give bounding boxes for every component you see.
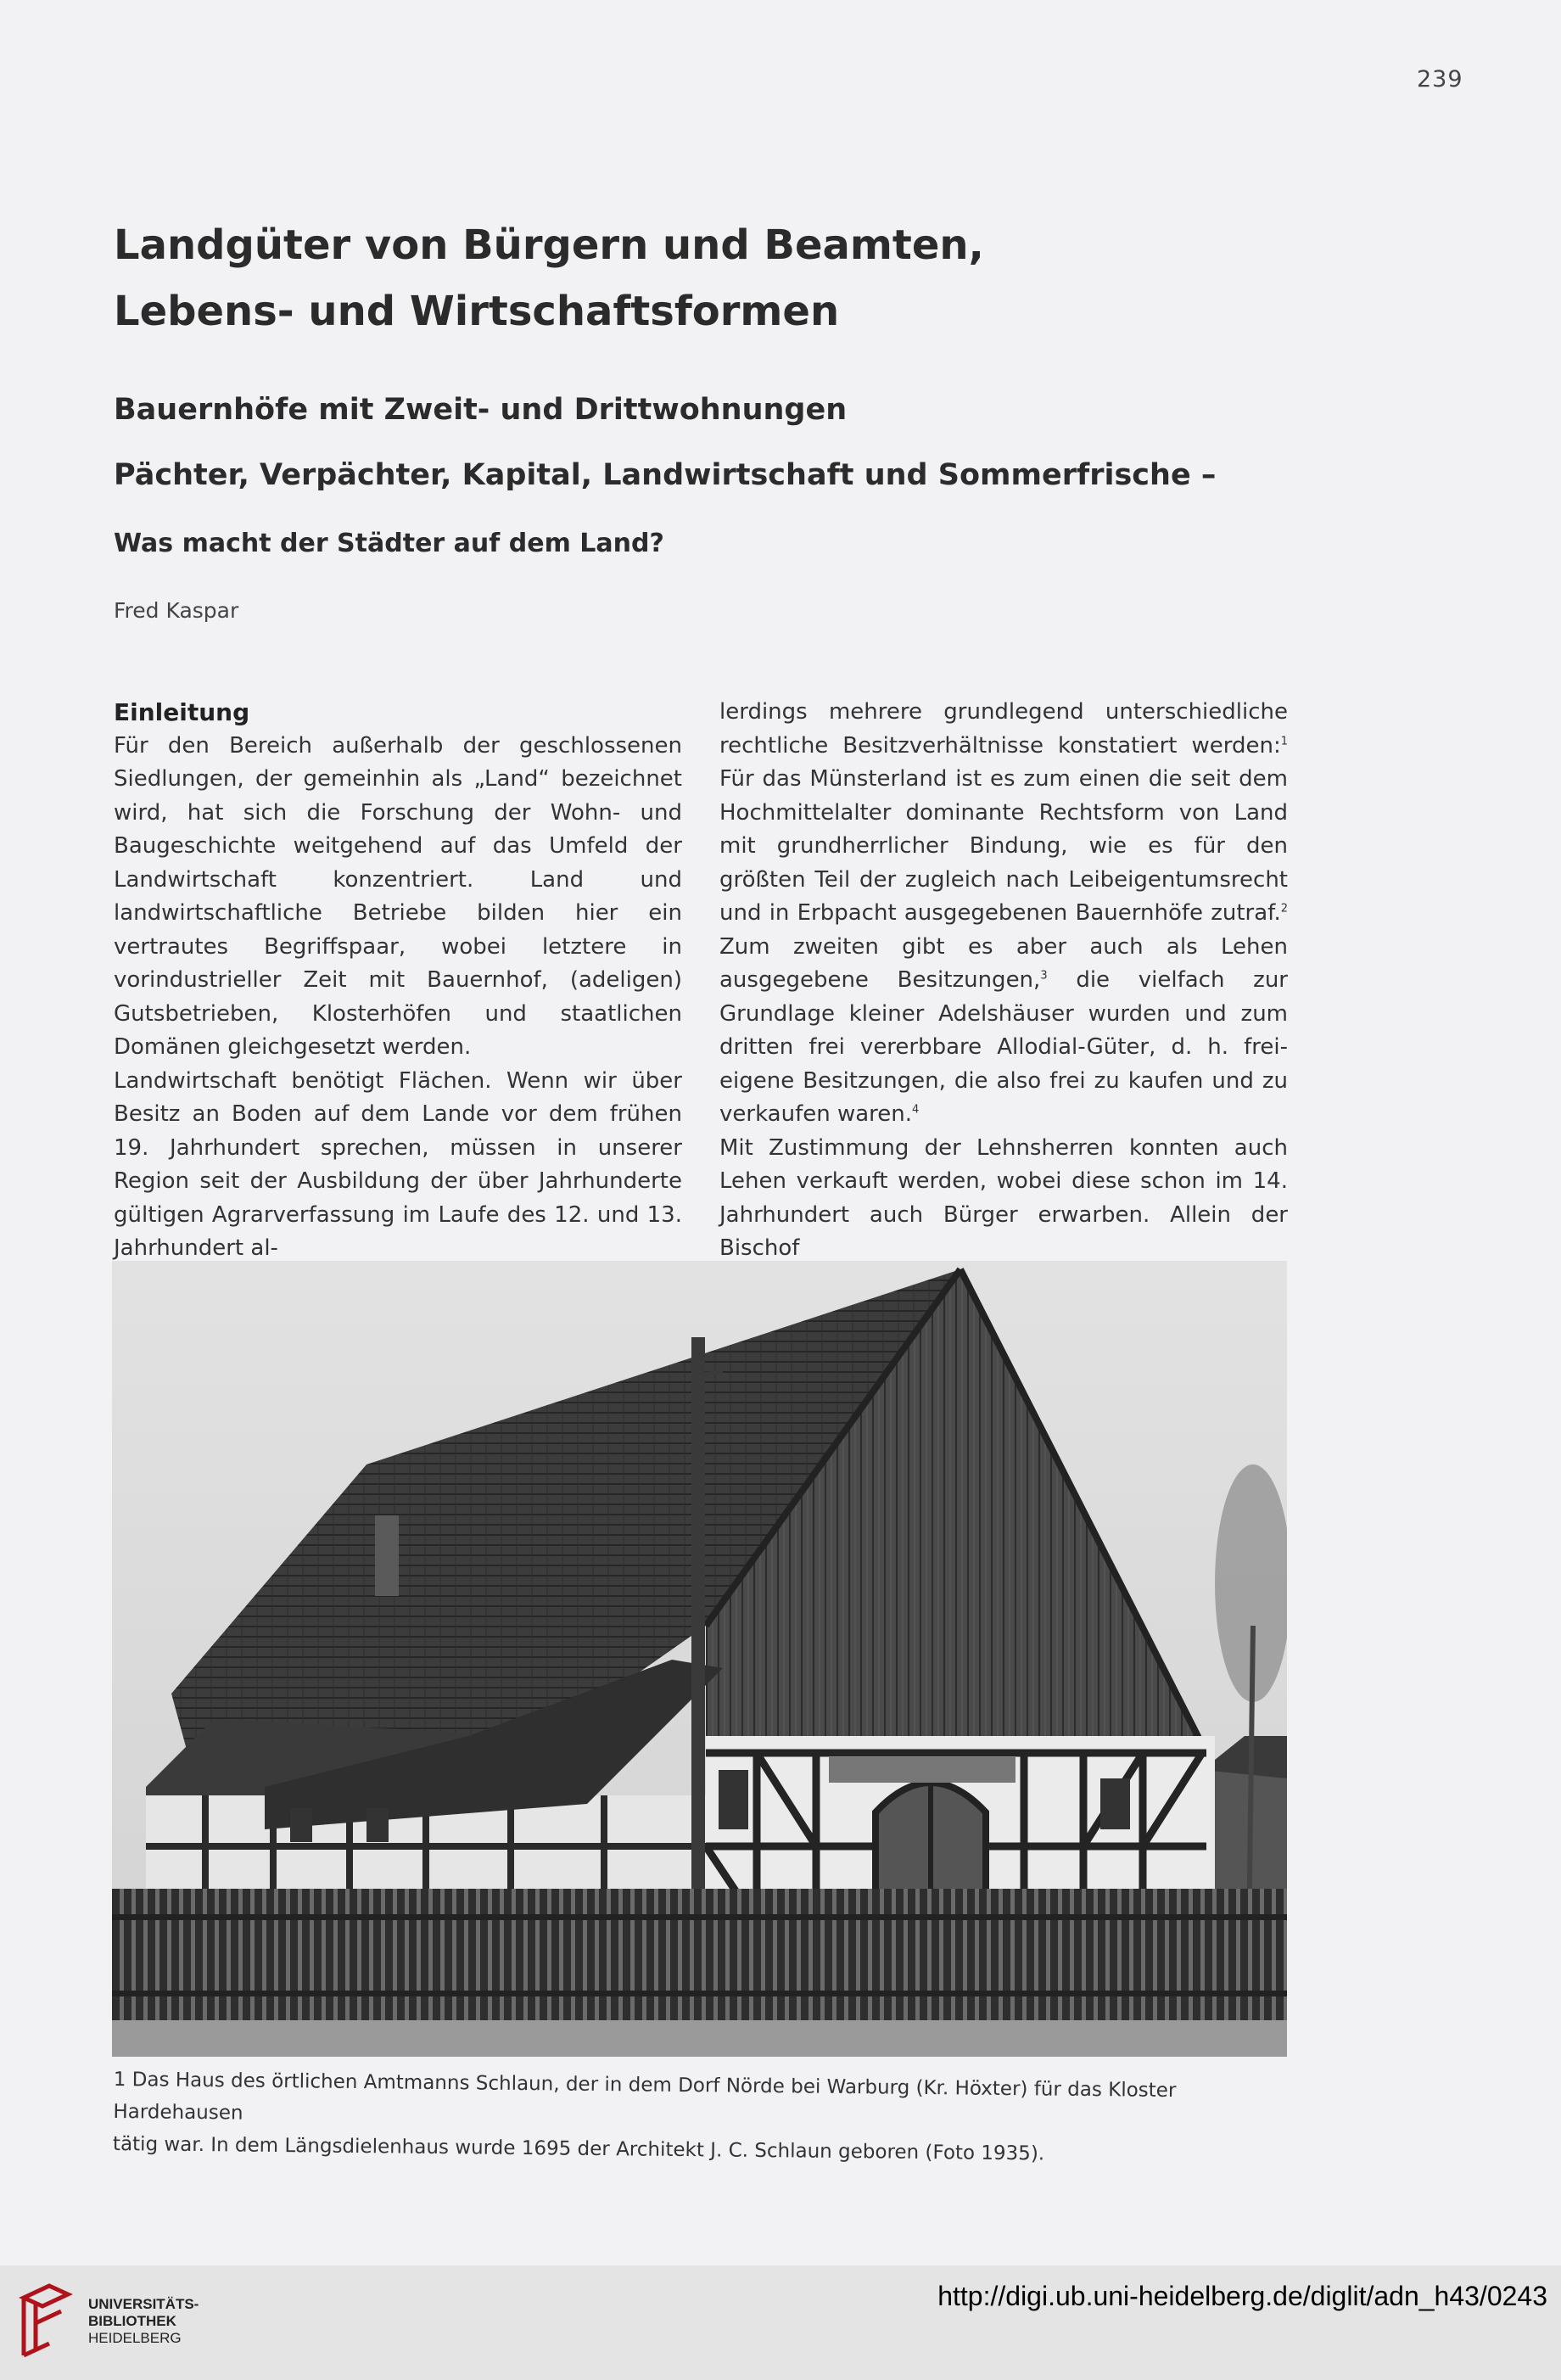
source-url-link[interactable]: http://digi.ub.uni-heidelberg.de/diglit/adn_h43/0243: [937, 2281, 1547, 2311]
library-name-line: BIBLIOTHEK: [88, 2313, 176, 2329]
caption-line: 1 Das Haus des örtlichen Amtmanns Schlaun, der in dem Dorf Nörde bei Warburg (Kr. Höxter) für das Kloster Hardehausen: [113, 2068, 1177, 2125]
footnote-marker: 3: [1040, 969, 1048, 983]
text-column-left: [114, 696, 682, 1266]
page-number: 239: [1417, 66, 1463, 92]
library-name-line: HEIDELBERG: [88, 2330, 182, 2346]
article-title-line1: Landgüter von Bürgern und Beamten,: [114, 221, 984, 269]
paragraph: Für den Bereich außerhalb der geschlossenen Siedlungen, der gemeinhin als „Land“ bezeichnet wird, hat sich die Forschung der Wohn- und Baugeschichte weitgehend auf das Umfeld der Landwirtschaft konzentriert. Land und landwirtschaftliche Betriebe bilden hier ein vertrautes Begriffspaar, wobei letztere in vorindustrieller Zeit mit Bauernhof, (adeligen) Gutsbetrieben, Klosterhöfen und staatlichen Domänen gleichgesetzt werden.: [114, 732, 682, 1060]
subtitle-1: Bauernhöfe mit Zweit- und Drittwohnungen: [114, 393, 848, 427]
footnote-marker: 1: [1280, 734, 1288, 748]
footnote-marker: 2: [1280, 902, 1288, 916]
text-run: die vielfach zur Grundlage kleiner Adelshäuser wurden und zum dritten frei vererbbare Allodial-Güter, d. h. frei-eigene Besitzungen, die also frei zu kaufen und zu verkaufen waren.: [719, 967, 1288, 1127]
text-column-right: [719, 696, 1288, 1266]
text-run: lerdings mehrere grundlegend unterschiedliche rechtliche Besitzverhältnisse konstatiert werden:: [719, 699, 1288, 759]
author-name: Fred Kaspar: [114, 598, 239, 623]
text-run: Zum zweiten gibt es aber auch als Lehen ausgegebene Besitzungen,: [719, 933, 1288, 993]
paragraph: Mit Zustimmung der Lehnsherren konnten auch Lehen verkauft werden, wobei diese schon im 14. Jahrhundert auch Bürger erwarben. Allein der Bischof: [719, 1134, 1288, 1261]
section-heading: Einleitung: [114, 698, 250, 726]
subtitle-2: Pächter, Verpächter, Kapital, Landwirtschaft und Sommerfrische –: [114, 458, 1217, 492]
library-name-line: UNIVERSITÄTS-: [88, 2296, 199, 2312]
library-logo-icon: [15, 2281, 76, 2366]
paragraph: Landwirtschaft benötigt Flächen. Wenn wir über Besitz an Boden auf dem Lande vor dem frühen 19. Jahrhundert sprechen, müssen in unserer Region seit der Ausbildung der über Jahrhunderte gültigen Agrarverfassung im Laufe des 12. und 13. Jahrhundert al-: [114, 1067, 682, 1261]
paragraph: [719, 696, 1288, 1132]
subtitle-3: Was macht der Städter auf dem Land?: [114, 529, 664, 558]
article-title-line2: Lebens- und Wirtschaftsformen: [114, 288, 840, 335]
figure-caption: [113, 2064, 1293, 2173]
footnote-marker: 4: [912, 1103, 920, 1117]
article-title: [114, 212, 1217, 344]
library-name: [88, 2296, 199, 2347]
caption-line: tätig war. In dem Längsdielenhaus wurde 1695 der Architekt J. C. Schlaun geboren (Foto 1935).: [112, 2132, 1045, 2165]
text-run: Für das Münsterland ist es zum einen die seit dem Hochmittelalter dominante Rechtsform von Land mit grundherrlicher Bindung, wie es für den größten Teil der zugleich nach Leibeigentumsrecht und in Erbpacht ausgegebenen Bauernhöfe zutraf.: [719, 766, 1288, 926]
farmhouse-photo: [112, 1261, 1287, 2057]
